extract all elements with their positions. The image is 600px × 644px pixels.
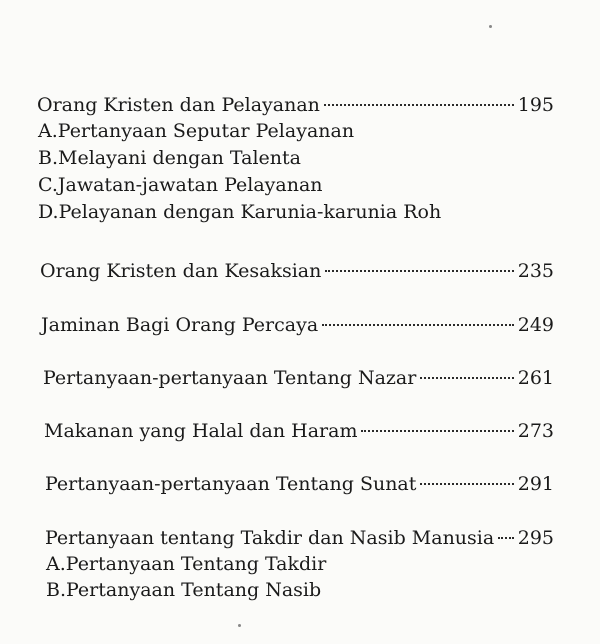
toc-entry <box>45 525 554 551</box>
toc-subitem: C.Jawatan-jawatan Pelayanan <box>38 174 323 196</box>
toc-entry-title: Jaminan Bagi Orang Percaya <box>41 314 319 336</box>
toc-page-number: 291 <box>517 473 554 495</box>
dot-leader <box>325 270 513 272</box>
toc-subitem: B.Pertanyaan Tentang Nasib <box>46 579 322 601</box>
toc-entry-title: Makanan yang Halal dan Haram <box>44 420 358 442</box>
toc-entry <box>44 418 554 444</box>
toc-entry-title: Orang Kristen dan Kesaksian <box>40 260 322 282</box>
toc-entry-title: Orang Kristen dan Pelayanan <box>37 94 320 116</box>
dot-leader <box>361 430 513 432</box>
toc-entry <box>45 471 554 497</box>
dot-leader <box>498 537 514 539</box>
toc-entry-title: Pertanyaan-pertanyaan Tentang Nazar <box>43 367 417 389</box>
dot-leader <box>420 483 513 485</box>
toc-entry <box>37 92 554 118</box>
toc-page-number: 261 <box>517 367 554 389</box>
toc-page-number: 295 <box>517 527 554 549</box>
toc-entry-title: Pertanyaan tentang Takdir dan Nasib Manusia <box>45 527 495 549</box>
dot-leader <box>324 104 514 106</box>
toc-page-number: 195 <box>517 94 554 116</box>
toc-subitem: A.Pertanyaan Seputar Pelayanan <box>38 120 355 142</box>
toc-subitem: B.Melayani dengan Talenta <box>38 147 301 169</box>
toc-page-number: 249 <box>517 314 554 336</box>
toc-page-number: 235 <box>517 260 554 282</box>
toc-subitem: D.Pelayanan dengan Karunia-karunia Roh <box>38 201 442 223</box>
toc-entry-title: Pertanyaan-pertanyaan Tentang Sunat <box>45 473 417 495</box>
toc-entry <box>43 365 554 391</box>
print-speck <box>489 25 492 28</box>
toc-entry <box>41 312 554 338</box>
toc-entry <box>40 258 554 284</box>
dot-leader <box>420 377 513 379</box>
dot-leader <box>322 324 514 326</box>
toc-subitem: A.Pertanyaan Tentang Takdir <box>46 553 327 575</box>
print-speck <box>238 624 241 627</box>
toc-page-number: 273 <box>517 420 554 442</box>
